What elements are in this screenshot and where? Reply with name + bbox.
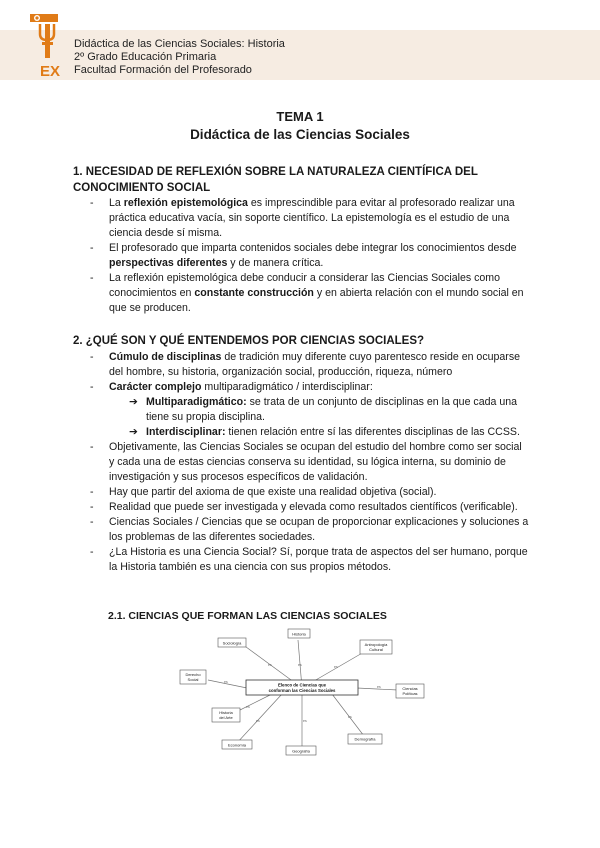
list-item: - ¿La Historia es una Ciencia Social? Sí, porque trata de aspectos del ser humano, porque la Historia también es una ciencia con sus propios métodos. [90, 545, 530, 575]
section1-heading-line1: 1. NECESIDAD DE REFLEXIÓN SOBRE LA NATURALEZA CIENTÍFICA DEL [73, 166, 478, 178]
header-course: Didáctica de las Ciencias Sociales: Historia [74, 38, 285, 50]
svg-text:Ciencias: Ciencias [402, 686, 418, 691]
svg-text:Social: Social [187, 677, 199, 682]
list-item: - La reflexión epistemológica debe conducir a considerar las Ciencias Sociales como conocimientos en constante construcción y en abierta relación con el mundo social en que se producen. [90, 271, 530, 316]
svg-text:Elenco de Ciencias que: Elenco de Ciencias que [278, 682, 326, 688]
svg-text:Geografía: Geografía [292, 748, 310, 754]
list-item: - Objetivamente, las Ciencias Sociales se ocupan del estudio del hombre como ser social y cada una de estas ciencias conserva su identidad, su lógica interna, su dominio de investigación y sus procesos específicos de validación. [90, 440, 530, 485]
section1-heading-line2: CONOCIMIENTO SOCIAL [73, 182, 211, 194]
edge-label: es [246, 705, 250, 709]
tema-subtitle: Didáctica de las Ciencias Sociales [190, 127, 410, 142]
list-item: - Cúmulo de disciplinas de tradición muy diferente cuyo parentesco reside en ocuparse del hombre, su historia, organización social, producción, riqueza, número [90, 350, 530, 380]
diagram-center-node [246, 680, 358, 695]
arrow-icon: ➔ [129, 396, 138, 408]
section1-list [90, 196, 530, 316]
subitem-list [109, 395, 530, 440]
logo-text: EX [40, 63, 61, 80]
svg-text:Derecho: Derecho [185, 672, 201, 677]
sub-list-item: ➔ Interdisciplinar: tienen relación entre sí las diferentes disciplinas de las CCSS. [129, 426, 520, 438]
list-item: - Ciencias Sociales / Ciencias que se ocupan de proporcionar explicaciones y soluciones a los problemas de las diferentes sociedades. [90, 515, 530, 545]
svg-text:Demografía: Demografía [354, 736, 376, 742]
svg-text:Sociología: Sociología [222, 640, 242, 646]
edge-label: es [377, 685, 381, 689]
section2-heading: 2. ¿QUÉ SON Y QUÉ ENTENDEMOS POR CIENCIAS SOCIALES? [73, 335, 425, 347]
edge-label: es [298, 663, 302, 667]
concept-map [172, 622, 432, 764]
header-faculty: Facultad Formación del Profesorado [74, 64, 252, 76]
svg-text:Antropología: Antropología [364, 642, 388, 647]
sub-list-item: ➔ Multiparadigmático: se trata de un conjunto de disciplinas en la que cada una tiene su propia disciplina. [129, 396, 517, 423]
header-lines [74, 38, 285, 77]
arrow-icon: ➔ [129, 426, 138, 438]
list-item: - La reflexión epistemológica es imprescindible para evitar al profesorado realizar una práctica educativa vacía, sin soporte científico. La epistemología es el estudio de una ciencia desde sí misma. [90, 196, 530, 241]
edge-label: es [256, 719, 260, 723]
edge-label: es [348, 715, 352, 719]
list-item: - Realidad que puede ser investigada y elevada como resultados científicos (verificable). [90, 500, 530, 515]
header-degree: 2º Grado Educación Primaria [74, 51, 217, 63]
section1-heading [73, 164, 533, 196]
svg-text:del Arte: del Arte [219, 715, 233, 720]
edge-label: es [224, 680, 228, 684]
subsection-heading: 2.1. CIENCIAS QUE FORMAN LAS CIENCIAS SOCIALES [108, 610, 387, 622]
svg-text:Economía: Economía [227, 742, 247, 748]
edge-label: es [268, 663, 272, 667]
edge-label: es [303, 719, 307, 723]
svg-text:conforman las Ciencias Sociale: conforman las Ciencias Sociales [268, 688, 336, 693]
tema-title: TEMA 1 [276, 109, 324, 124]
edge-label: es [334, 665, 338, 669]
list-item: - El profesorado que imparta contenidos sociales debe integrar los conocimientos desde perspectivas diferentes y de manera crítica. [90, 241, 530, 271]
list-item: - Carácter complejo multiparadigmático / interdisciplinar: ➔ Multiparadigmático: se trata de un conjunto de disciplinas en la que cada una tiene su propia disciplina. ➔ Interdisciplinar: tienen relación entre sí las diferentes disciplinas de las CCSS. [90, 380, 530, 440]
svg-text:Cultural: Cultural [369, 647, 383, 652]
list-item: - Hay que partir del axioma de que existe una realidad objetiva (social). [90, 485, 530, 500]
svg-text:Políticas: Políticas [402, 691, 418, 696]
university-logo [28, 14, 68, 80]
svg-text:Historia: Historia [292, 631, 306, 637]
svg-text:Historia: Historia [219, 710, 233, 715]
section2-list [90, 350, 530, 575]
